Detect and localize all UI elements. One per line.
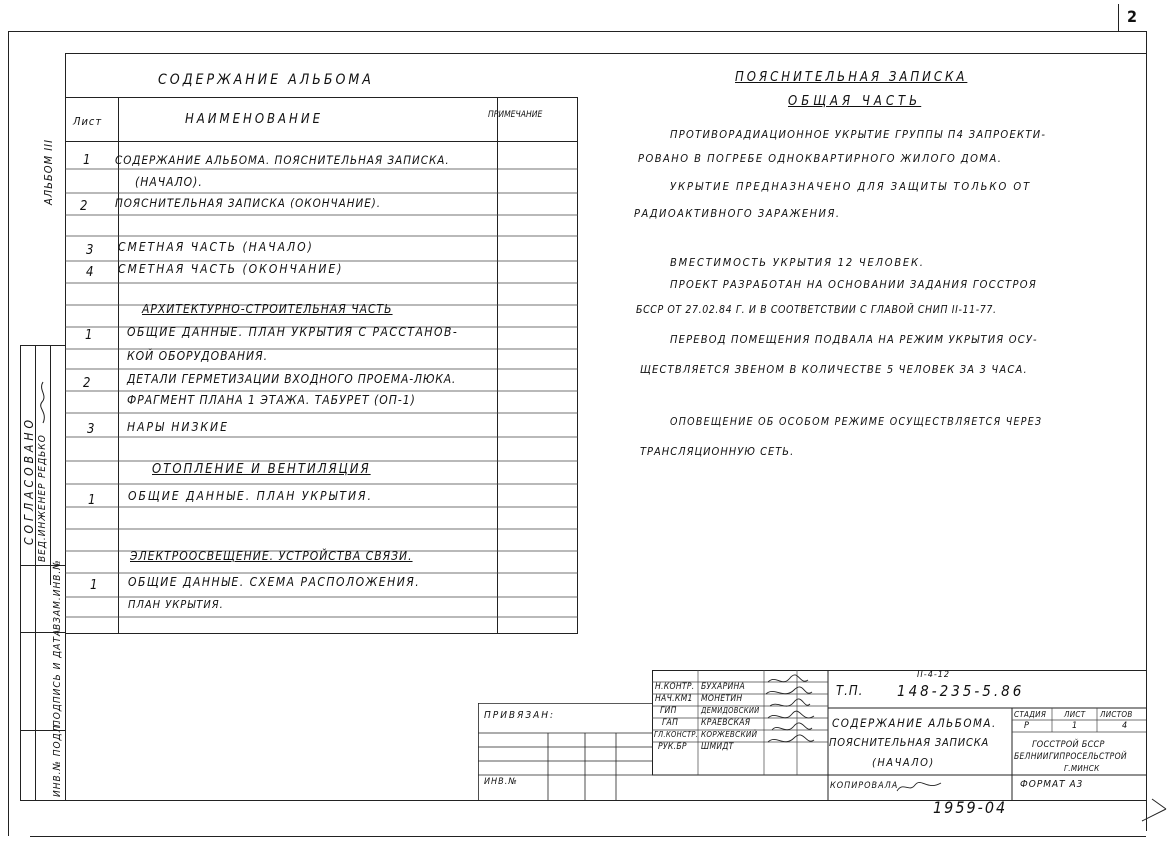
inv-original-label: ИНВ.№ ПОДЛ. <box>52 720 63 797</box>
role-label: НАЧ.КМ1 <box>655 694 693 704</box>
row-num: 3 <box>86 243 94 258</box>
frame-left-outer <box>8 31 9 836</box>
org-line-3: Г.МИНСК <box>1064 764 1100 773</box>
copied-signature <box>895 779 945 795</box>
inv-no-label: ИНВ.№ <box>484 777 518 787</box>
frame-bottom <box>30 836 1146 837</box>
note-line: ПЕРЕВОД ПОМЕЩЕНИЯ ПОДВАЛА НА РЕЖИМ УКРЫТИЯ ОСУ- <box>670 333 1038 346</box>
sheets-label: ЛИСТОВ <box>1100 710 1133 719</box>
section-heading-electrical: ЭЛЕКТРООСВЕЩЕНИЕ. УСТРОЙСТВА СВЯЗИ. <box>130 549 413 563</box>
tp-label: Т.П. <box>836 684 864 699</box>
sheets-value: 4 <box>1122 721 1128 731</box>
sheet-title-line-1: СОДЕРЖАНИЕ АЛЬБОМА. <box>832 716 997 730</box>
row-num: 4 <box>86 265 94 280</box>
row-num: 1 <box>88 493 96 508</box>
format-label: ФОРМАТ А3 <box>1020 779 1084 790</box>
note-line: ПРОЕКТ РАЗРАБОТАН НА ОСНОВАНИИ ЗАДАНИЯ ГОССТРОЯ <box>670 278 1038 291</box>
note-line: ТРАНСЛЯЦИОННУЮ СЕТЬ. <box>640 445 795 458</box>
frame-top <box>8 31 1146 32</box>
margin-h-1 <box>20 345 65 346</box>
margin-h-5 <box>20 800 65 801</box>
role-label: ГЛ.КОНСТР. <box>654 730 699 739</box>
note-line: БССР ОТ 27.02.84 Г. И В СООТВЕТСТВИИ С ГЛАВОЙ СНИП II-11-77. <box>636 304 997 316</box>
row-text: ФРАГМЕНТ ПЛАНА 1 ЭТАЖА. ТАБУРЕТ (ОП-1) <box>127 393 416 407</box>
bottom-code: 1959-04 <box>933 798 1008 817</box>
tp-code: 148-235-5.86 <box>897 682 1025 700</box>
row-text: ОБЩИЕ ДАННЫЕ. ПЛАН УКРЫТИЯ. <box>128 489 373 503</box>
note-line: РОВАНО В ПОГРЕБЕ ОДНОКВАРТИРНОГО ЖИЛОГО ДОМА. <box>638 152 1003 165</box>
signatures <box>764 672 828 752</box>
role-name: КРАЕВСКАЯ <box>701 718 751 728</box>
section-heading-architecture: АРХИТЕКТУРНО-СТРОИТЕЛЬНАЯ ЧАСТЬ <box>142 302 393 316</box>
margin-col-1 <box>20 345 21 800</box>
role-name: БУХАРИНА <box>701 682 746 692</box>
note-line: ПРОТИВОРАДИАЦИОННОЕ УКРЫТИЕ ГРУППЫ П4 ЗАПРОЕКТИ- <box>670 128 1047 141</box>
row-text: ОБЩИЕ ДАННЫЕ. СХЕМА РАСПОЛОЖЕНИЯ. <box>128 575 421 589</box>
contents-title: СОДЕРЖАНИЕ АЛЬБОМА <box>158 72 374 88</box>
sheet-title-line-2: ПОЯСНИТЕЛЬНАЯ ЗАПИСКА <box>829 736 990 749</box>
stage-value: Р <box>1024 721 1030 731</box>
org-line-1: ГОССТРОЙ БССР <box>1032 740 1105 750</box>
note-line: УКРЫТИЕ ПРЕДНАЗНАЧЕНО ДЛЯ ЗАЩИТЫ ТОЛЬКО ОТ <box>670 180 1032 193</box>
corner-mark <box>1140 795 1168 825</box>
signature-date-label: ПОДПИСЬ И ДАТА <box>52 628 63 727</box>
role-label: ГАП <box>662 718 679 728</box>
role-label: РУК.БР <box>658 742 687 752</box>
inner-frame-top <box>65 53 1146 54</box>
role-label: ГИП <box>660 706 677 716</box>
row-num: 3 <box>87 422 95 437</box>
row-text: ПОЯСНИТЕЛЬНАЯ ЗАПИСКА (ОКОНЧАНИЕ). <box>115 196 382 210</box>
role-name: КОРЖЕВСКИЙ <box>701 730 758 739</box>
tp-code-top: II-4-12 <box>917 670 951 680</box>
header-name: НАИМЕНОВАНИЕ <box>185 112 323 127</box>
header-sheet: Лист <box>73 115 103 128</box>
role-name: МОНЕТИН <box>701 694 743 704</box>
row-text: СМЕТНАЯ ЧАСТЬ (НАЧАЛО) <box>118 240 314 254</box>
header-note: ПРИМЕЧАНИЕ <box>488 110 543 120</box>
section-heading-heating: ОТОПЛЕНИЕ И ВЕНТИЛЯЦИЯ <box>152 462 371 477</box>
note-line: ВМЕСТИМОСТЬ УКРЫТИЯ 12 ЧЕЛОВЕК. <box>670 256 925 269</box>
binding-block <box>478 703 652 800</box>
sheet-number: 2 <box>1127 7 1138 26</box>
note-line: ЩЕСТВЛЯЕТСЯ ЗВЕНОМ В КОЛИЧЕСТВЕ 5 ЧЕЛОВЕК ЗА 3 ЧАСА. <box>640 363 1028 376</box>
row-text: ДЕТАЛИ ГЕРМЕТИЗАЦИИ ВХОДНОГО ПРОЕМА-ЛЮКА. <box>127 372 457 386</box>
note-line: РАДИОАКТИВНОГО ЗАРАЖЕНИЯ. <box>634 207 841 220</box>
margin-col-3 <box>50 345 51 585</box>
row-text: КОЙ ОБОРУДОВАНИЯ. <box>127 349 268 363</box>
replaced-inv-label: ВЗАМ.ИНВ.№ <box>52 559 63 630</box>
note-line: ОПОВЕЩЕНИЕ ОБ ОСОБОМ РЕЖИМЕ ОСУЩЕСТВЛЯЕТСЯ ЧЕРЕЗ <box>670 416 1043 428</box>
note-subtitle: ОБЩАЯ ЧАСТЬ <box>788 94 922 109</box>
role-label: Н.КОНТР. <box>655 682 695 692</box>
margin-signature <box>36 380 50 425</box>
row-num: 2 <box>80 199 88 214</box>
row-num: 1 <box>90 578 98 593</box>
row-text: (НАЧАЛО). <box>135 175 203 189</box>
row-text: НАРЫ НИЗКИЕ <box>127 420 229 434</box>
row-num: 1 <box>83 153 91 168</box>
role-name: ДЕМИДОВСКИЙ <box>701 706 760 715</box>
row-num: 1 <box>85 328 93 343</box>
sheet-number-box <box>1118 4 1147 32</box>
row-text: ПЛАН УКРЫТИЯ. <box>128 598 224 611</box>
row-text: СОДЕРЖАНИЕ АЛЬБОМА. ПОЯСНИТЕЛЬНАЯ ЗАПИСКА. <box>115 153 450 167</box>
sheet-value: 1 <box>1072 721 1078 731</box>
sheet-title-line-3: (НАЧАЛО) <box>872 756 935 769</box>
lead-engineer-label: ВЕД.ИНЖЕНЕР <box>37 482 48 562</box>
sheet-label: ЛИСТ <box>1064 710 1086 719</box>
role-name: ШМИДТ <box>701 742 734 752</box>
org-line-2: БЕЛНИИГИПРОСЕЛЬСТРОЙ <box>1014 752 1127 762</box>
redko-label: РЕДЬКО <box>37 434 48 478</box>
row-text: ОБЩИЕ ДАННЫЕ. ПЛАН УКРЫТИЯ С РАССТАНОВ- <box>127 325 459 339</box>
note-title: ПОЯСНИТЕЛЬНАЯ ЗАПИСКА <box>735 70 968 85</box>
stage-label: СТАДИЯ <box>1014 710 1047 719</box>
copied-label: КОПИРОВАЛА <box>830 781 899 791</box>
binding-label: ПРИВЯЗАН: <box>484 710 556 721</box>
album-label: АЛЬБОМ III <box>42 138 55 205</box>
row-num: 2 <box>83 376 91 391</box>
row-text: СМЕТНАЯ ЧАСТЬ (ОКОНЧАНИЕ) <box>118 262 344 276</box>
agreed-label: СОГЛАСОВАНО <box>22 416 36 545</box>
